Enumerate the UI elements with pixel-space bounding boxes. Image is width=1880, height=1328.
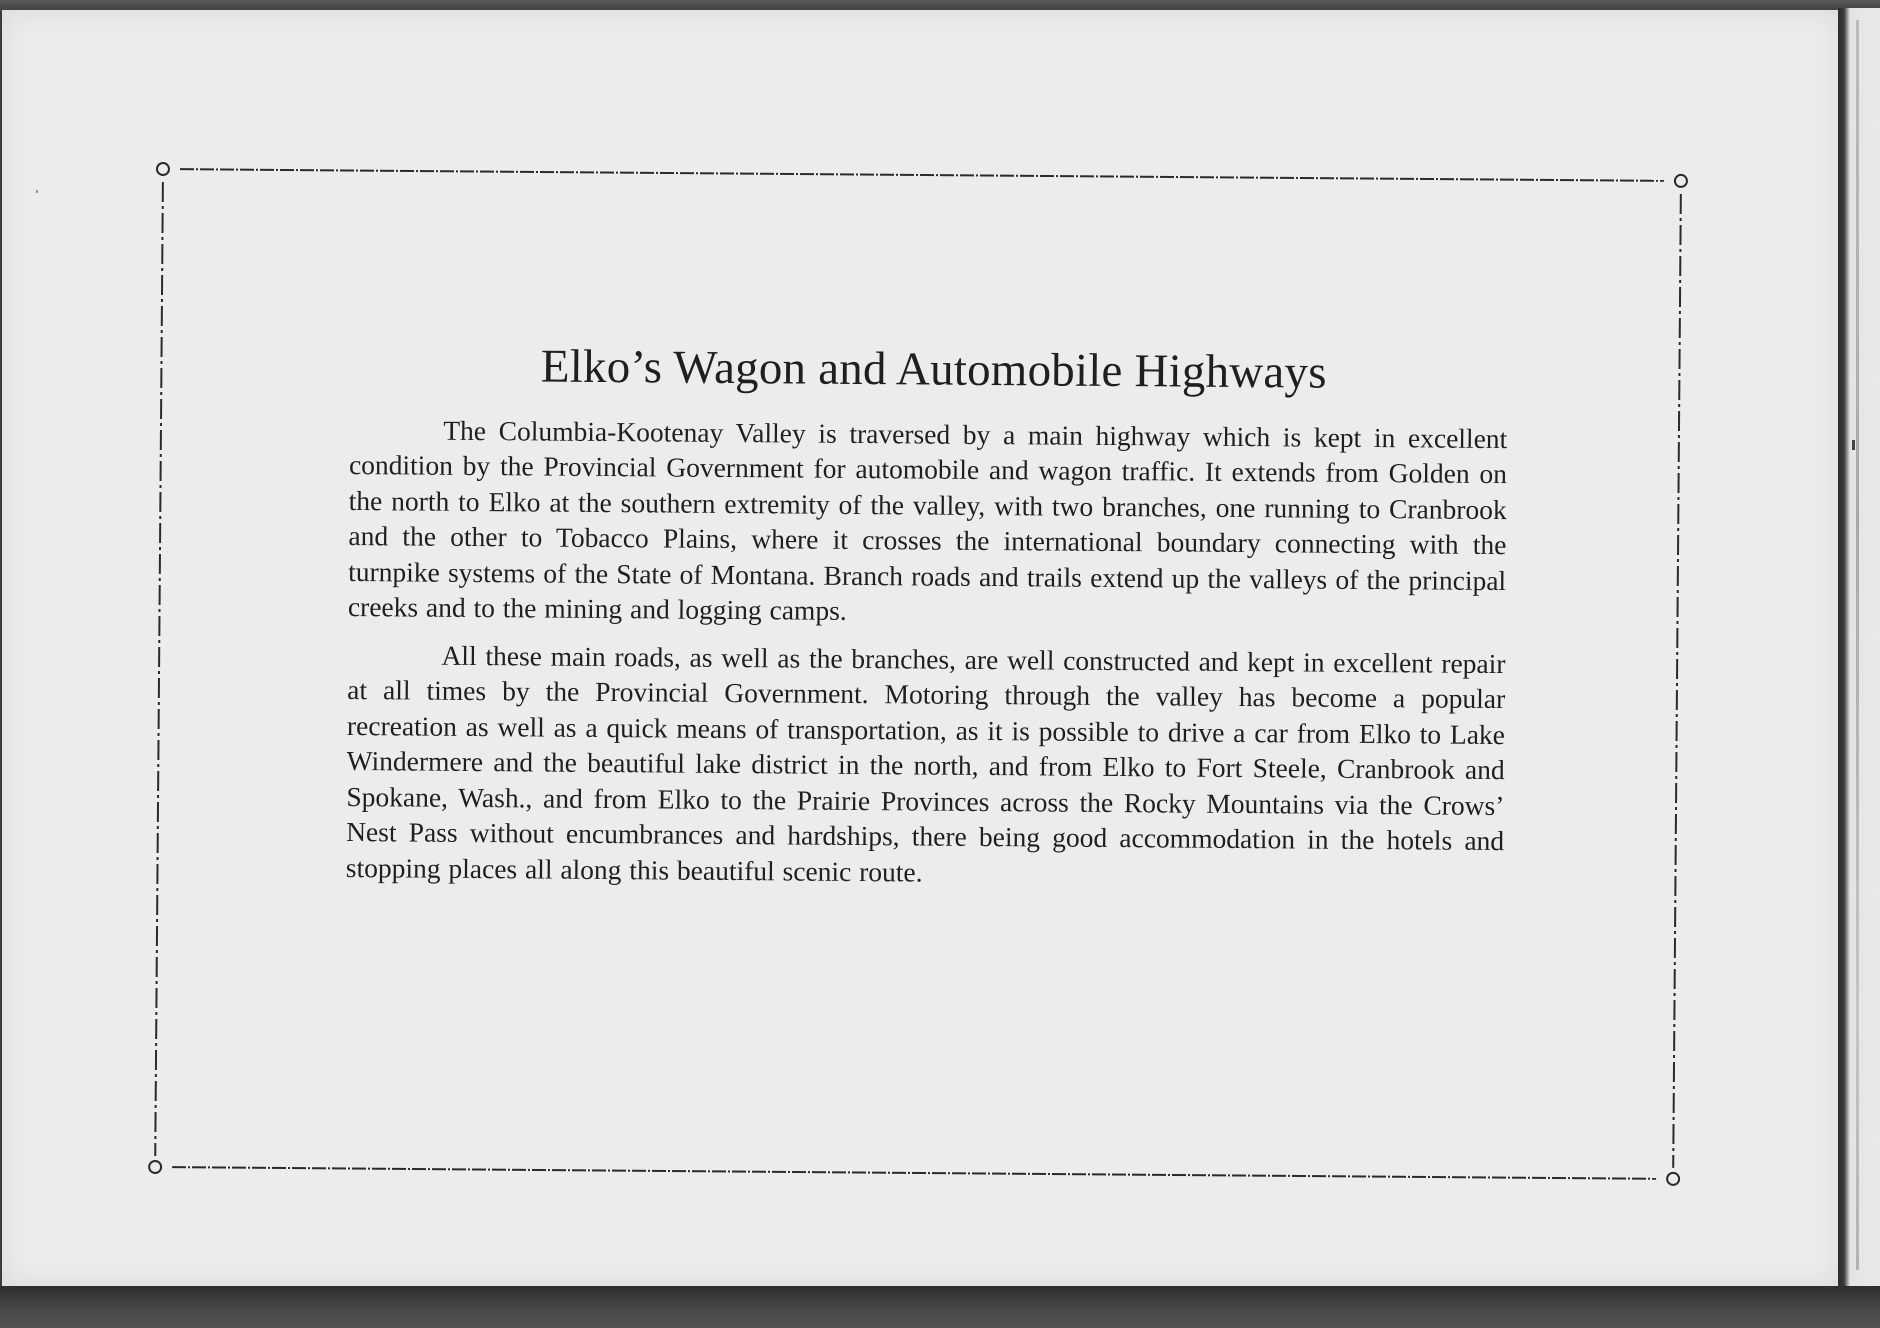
paragraph: All these main roads, as well as the branches, are well constructed and kept in excellent repair at all times by the Provincial Government. Motoring through the valley has become a popular recreation as well as a quick means of transportation, as it is possible to drive a car from Elko to Lake Windermere and the beautiful lake district in the north, and from Elko to Fort Steele, Cranbrook and Spokane, Wash., and from Elko to the Prairie Provinces across the Rocky Mountains via the Crows’ Nest Pass without encumbrances and hardships, there being good accommodation in the hotels and stopping places all along this beautiful scenic route. <box>345 639 1506 888</box>
border-top <box>180 168 1664 182</box>
corner-ornament-icon <box>1674 174 1688 188</box>
page-fold-shadow <box>1856 20 1859 1270</box>
border-right <box>1672 194 1682 1168</box>
article <box>346 340 1508 906</box>
corner-ornament-icon <box>1666 1172 1680 1186</box>
paragraph: The Columbia-Kootenay Valley is traversed by a main highway which is kept in excellent condition by the Provincial Government for automobile and wagon traffic. It extends from Golden on the north to Elko at the southern extremity of the valley, with two branches, one running to Cranbrook and the other to Tobacco Plains, where it crosses the international boundary connecting with the turnpike systems of the State of Montana. Branch roads and trails extend up the valleys of the principal creeks and to the mining and logging camps. <box>347 414 1508 627</box>
scan-bottom-edge <box>0 1286 1880 1328</box>
document-page <box>2 10 1840 1286</box>
corner-ornament-icon <box>148 1160 162 1174</box>
paper-speck <box>36 190 38 193</box>
page-title: Elko’s Wagon and Automobile Highways <box>540 340 1327 399</box>
paper-mark <box>1852 440 1855 450</box>
next-page-edge <box>1838 8 1880 1290</box>
corner-ornament-icon <box>156 162 170 176</box>
border-bottom <box>172 1166 1656 1180</box>
border-left <box>154 182 164 1156</box>
